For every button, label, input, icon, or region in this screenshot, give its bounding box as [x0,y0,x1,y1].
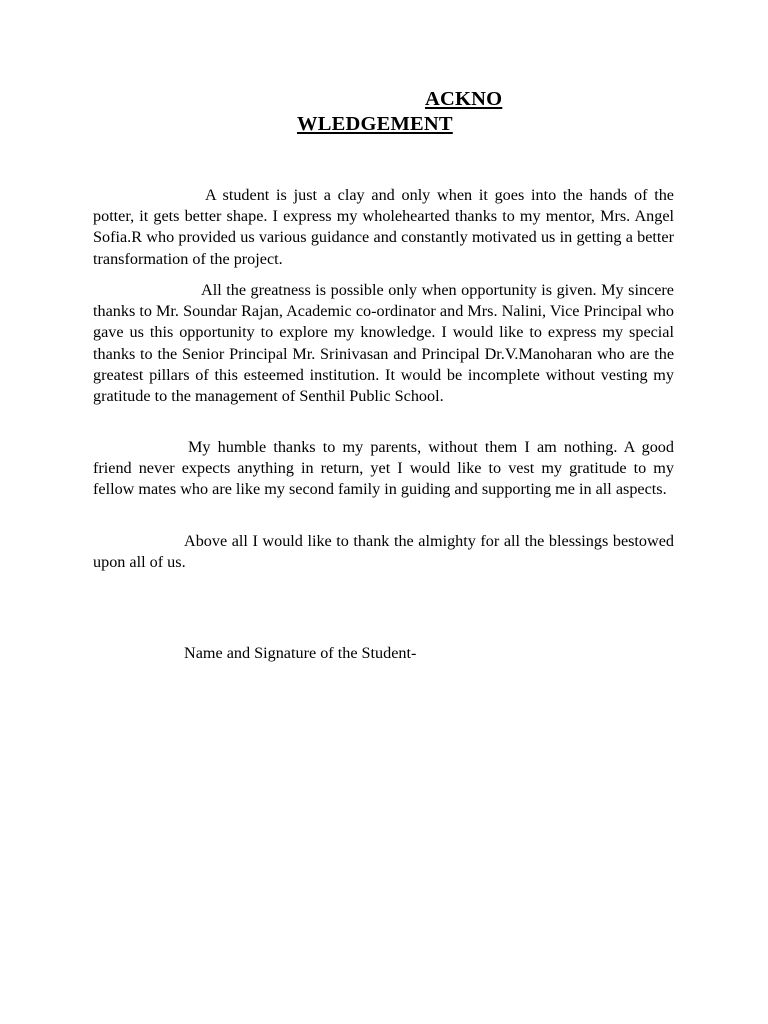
paragraph-almighty-thanks: Above all I would like to thank the almighty for all the blessings bestowed upon all of us. [93,532,674,572]
paragraph-mentor-thanks: A student is just a clay and only when it goes into the hands of the potter, it gets better shape. I express my wholehearted thanks to my mentor, Mrs. Angel Sofia.R who provided us various guidance and constantly motivated us in getting a better transformation of the project. [93,186,674,268]
page-title-line-1: ACKNO [425,88,503,110]
page-title-line-2: WLEDGEMENT [297,113,453,135]
paragraph-family-thanks: My humble thanks to my parents, without them I am nothing. A good friend never expects anything in return, yet I would like to vest my gratitude to my fellow mates who are like my second family in guiding and supporting me in all aspects. [93,438,674,499]
paragraph-school-thanks: All the greatness is possible only when opportunity is given. My sincere thanks to Mr. Soundar Rajan, Academic co-ordinator and Mrs. Nalini, Vice Principal who gave us this opportunity to explore my knowledge. I would like to express my special thanks to the Senior Principal Mr. Srinivasan and Principal Dr.V.Manoharan who are the greatest pillars of this esteemed institution. It would be incomplete without vesting my gratitude to the management of Senthil Public School. [93,281,674,406]
signature-line: Name and Signature of the Student- [184,644,417,662]
